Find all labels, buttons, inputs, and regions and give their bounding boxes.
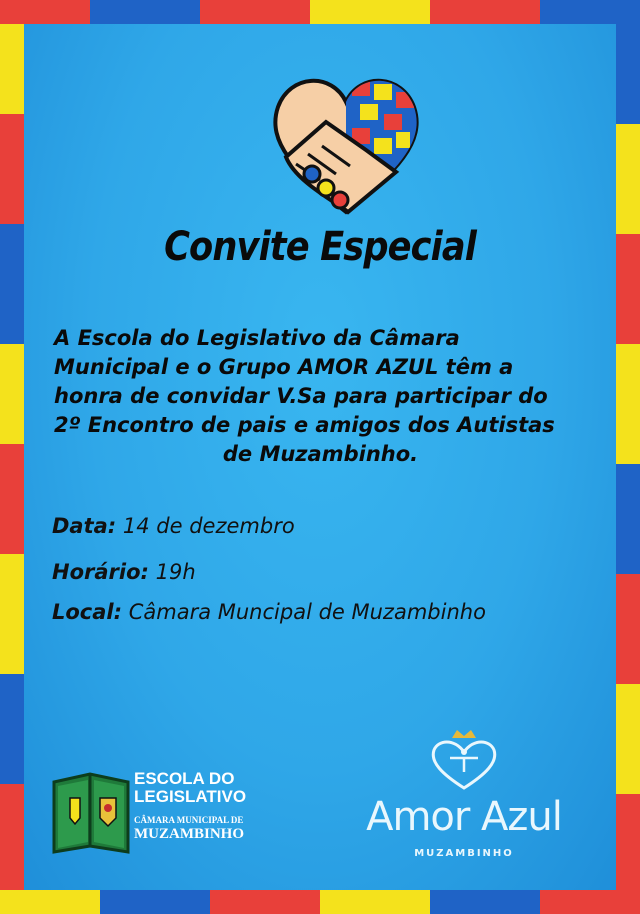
escola-line4: MUZAMBINHO — [134, 826, 244, 842]
amor-azul-name: Amor Azul — [366, 794, 562, 840]
date-value: 14 de dezembro — [122, 514, 295, 538]
escola-legislativo-logo — [50, 764, 280, 860]
escola-line2: LEGISLATIVO — [134, 787, 247, 806]
time-value: 19h — [155, 560, 196, 584]
paragraph-line: A Escola do Legislativo da Câmara — [54, 326, 460, 350]
paragraph-line: Municipal e o Grupo AMOR AZUL têm a — [54, 355, 514, 379]
escola-line1: ESCOLA DO — [134, 769, 235, 788]
book-crest-icon — [50, 768, 132, 858]
amor-azul-city: MUZAMBINHO — [414, 848, 514, 859]
time-detail — [52, 560, 196, 584]
paragraph-line: honra de convidar V.Sa para participar do — [54, 384, 548, 408]
escola-logo-text — [134, 770, 246, 842]
paragraph-line: de Muzambinho. — [222, 442, 419, 466]
place-detail — [52, 600, 486, 624]
invitation-paragraph — [54, 324, 587, 469]
time-label: Horário: — [52, 560, 149, 584]
paragraph-line: 2º Encontro de pais e amigos dos Autistas — [54, 413, 555, 437]
heart-handshake-puzzle-icon — [256, 62, 436, 232]
place-value: Câmara Muncipal de Muzambinho — [128, 600, 486, 624]
amor-azul-puzzle-heart-icon — [424, 728, 504, 794]
invitation-card — [24, 24, 616, 890]
escola-line3: CÂMARA MUNICIPAL DE — [134, 815, 244, 825]
date-label: Data: — [52, 514, 117, 538]
amor-azul-logo — [334, 724, 594, 874]
invitation-title: Convite Especial — [164, 224, 476, 270]
date-detail — [52, 514, 295, 538]
place-label: Local: — [52, 600, 123, 624]
